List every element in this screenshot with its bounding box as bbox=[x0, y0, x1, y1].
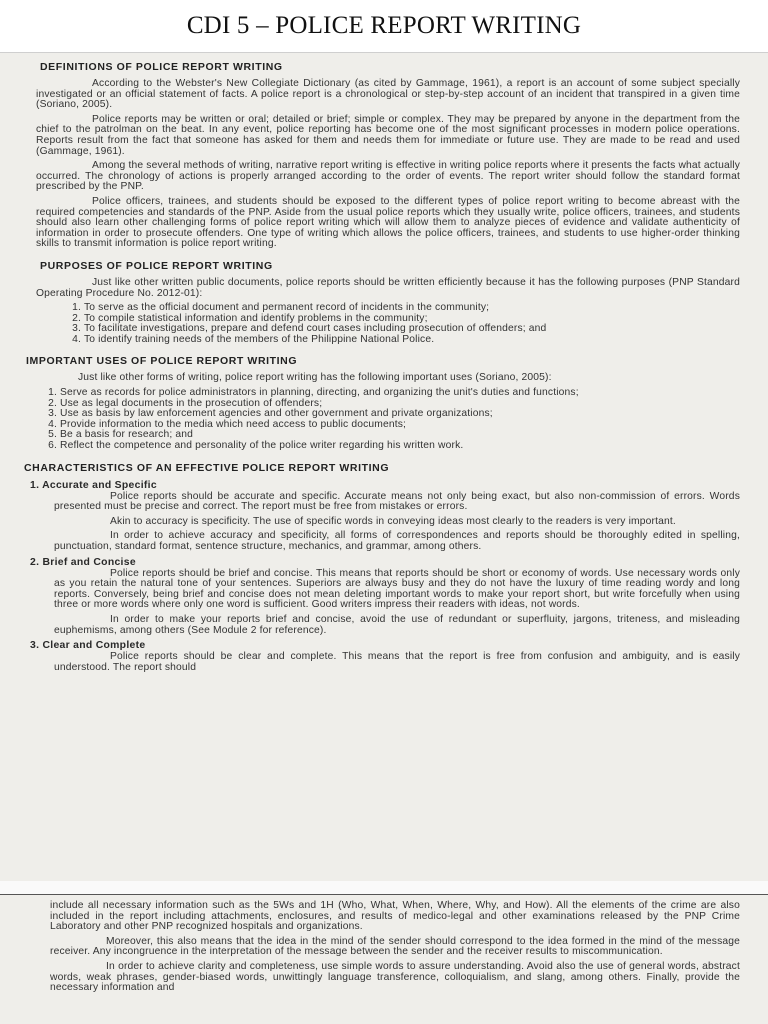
list-item: 1. To serve as the official document and permanent record of incidents in the community; bbox=[84, 303, 740, 314]
page-break bbox=[0, 881, 768, 894]
characteristic-body bbox=[20, 569, 740, 637]
paragraph: In order to achieve accuracy and specificity, all forms of correspondences and reports should be thoroughly edited in spelling, punctuation, standard format, sentence structure, mechanics, and grammar, among others. bbox=[54, 530, 740, 552]
paragraph: Police reports should be brief and concise. This means that reports should be short or economy of words. Use necessary words only as you retain the natural tone of your sentences. Superiors are always busy and they do not have the luxury of time reading wordy and long reports. Conversely, being brief and concise does not mean deleting important words to make your report short, but write forcefully when using three or more words where only one word is sufficient. Good writers impress their readers with ideas, not words. bbox=[54, 567, 740, 611]
uses-list bbox=[22, 388, 740, 452]
list-item: 2. Use as legal documents in the prosecution of offenders; bbox=[60, 399, 740, 410]
uses-section bbox=[22, 355, 740, 451]
purposes-section bbox=[36, 260, 740, 346]
section-heading: CHARACTERISTICS OF AN EFFECTIVE POLICE REPORT WRITING bbox=[24, 461, 390, 474]
paragraph: Just like other forms of writing, police report writing has the following important uses (Soriano, 2005): bbox=[78, 372, 552, 384]
list-item: 2. To compile statistical information and identify problems in the community; bbox=[84, 314, 740, 325]
document-title: CDI 5 – POLICE REPORT WRITING bbox=[186, 12, 582, 39]
characteristic-title: 1. Accurate and Specific bbox=[30, 479, 157, 491]
list-item: 3. To facilitate investigations, prepare and defend court cases including prosecution of offenders; and bbox=[84, 324, 740, 335]
purposes-list bbox=[36, 303, 740, 345]
definitions-section bbox=[36, 61, 740, 250]
section-heading: IMPORTANT USES OF POLICE REPORT WRITING bbox=[26, 355, 298, 368]
paragraph: According to the Webster's New Collegiate Dictionary (as cited by Gammage, 1961), a report is an account of some subject specially investigated or an official statement of facts. A police report is a chronological or step-by-step account of an incident that transpired in a given time (Soriano, 2005). bbox=[36, 78, 740, 111]
characteristic-body bbox=[20, 492, 740, 553]
paragraph: include all necessary information such as the 5Ws and 1H (Who, What, When, Where, Why, and How). All the elements of the crime are also included in the report including attachments, enclosures, and results of medico-legal and other examinations released by the PNP Crime Laboratory and other PNP recognized hospitals and organizations. bbox=[50, 900, 740, 933]
list-item: 4. Provide information to the media which need access to public documents; bbox=[60, 420, 740, 431]
paragraph: In order to make your reports brief and concise, avoid the use of redundant or superfluity, jargons, triteness, and misleading euphemisms, among others (See Module 2 for reference). bbox=[54, 613, 740, 636]
scanned-page-top bbox=[0, 53, 768, 881]
characteristic-title: 3. Clear and Complete bbox=[30, 640, 146, 652]
characteristic-title: 2. Brief and Concise bbox=[30, 556, 136, 568]
characteristic-body bbox=[20, 652, 740, 673]
list-item: 3. Use as basis by law enforcement agencies and other government and private organizations; bbox=[60, 409, 740, 420]
paragraph: Just like other written public documents, police reports should be written efficiently because it has the following purposes (PNP Standard Operating Procedure No. 2012-01): bbox=[36, 276, 740, 299]
document-header bbox=[0, 0, 768, 53]
list-item: 4. To identify training needs of the members of the Philippine National Police. bbox=[84, 335, 740, 346]
section-heading: PURPOSES OF POLICE REPORT WRITING bbox=[40, 259, 273, 272]
list-item: 6. Reflect the competence and personality of the police writer regarding his written work. bbox=[60, 441, 740, 452]
paragraph: Among the several methods of writing, narrative report writing is effective in writing police reports where it presents the facts what actually occurred. The chronology of actions is properly arranged according to the order of events. The report writer should follow the standard format prescribed by the PNP. bbox=[36, 160, 740, 193]
scanned-page-bottom bbox=[0, 894, 768, 1024]
paragraph: Moreover, this also means that the idea in the mind of the sender should correspond to the idea formed in the mind of the message receiver. Any incongruence in the interpretation of the message between the sender and the receiver results to miscommunication. bbox=[50, 935, 740, 958]
paragraph: Police reports should be clear and complete. This means that the report is free from confusion and ambiguity, and is easily understood. The report should bbox=[54, 651, 740, 673]
section-heading: DEFINITIONS OF POLICE REPORT WRITING bbox=[40, 61, 283, 73]
list-item: 1. Serve as records for police administrators in planning, directing, and organizing the unit's duties and functions; bbox=[60, 388, 740, 399]
characteristics-section bbox=[20, 462, 740, 674]
paragraph: Police reports may be written or oral; detailed or brief; simple or complex. They may be prepared by anyone in the department from the chief to the patrolman on the beat. In any event, police reporting has become one of the most significant processes in modern police operations. Reports result from the fact that someone has asked for them and needs them for immediate or future use. They are made to be read and used (Gammage, 1961). bbox=[36, 113, 740, 157]
list-item: 5. Be a basis for research; and bbox=[60, 430, 740, 441]
paragraph: Police officers, trainees, and students should be exposed to the different types of police report writing to become abreast with the required competencies and standards of the PNP. Aside from the usual police reports which they usually write, police officers, trainees, and students should also learn other challenging forms of police report writing which will allow them to analyze pieces of evidence and validate authenticity of information in order to prosecute offenders. One type of writing which allows the police officers, trainees, and students to use higher-order thinking skills to transmit information is police report writing. bbox=[36, 195, 740, 250]
paragraph: Police reports should be accurate and specific. Accurate means not only being exact, but also non-commission of errors. Words presented must be precise and correct. The report must be free from mistakes or errors. bbox=[54, 490, 740, 513]
paragraph: Akin to accuracy is specificity. The use of specific words in conveying ideas most clearly to the readers is very important. bbox=[110, 515, 676, 527]
paragraph: In order to achieve clarity and completeness, use simple words to assure understanding. Avoid also the use of general words, abstract words, weak phrases, gender-biased words, unwittingly language transference, colloquialism, and slang, among others. Finally, provide the necessary information and bbox=[50, 960, 740, 994]
